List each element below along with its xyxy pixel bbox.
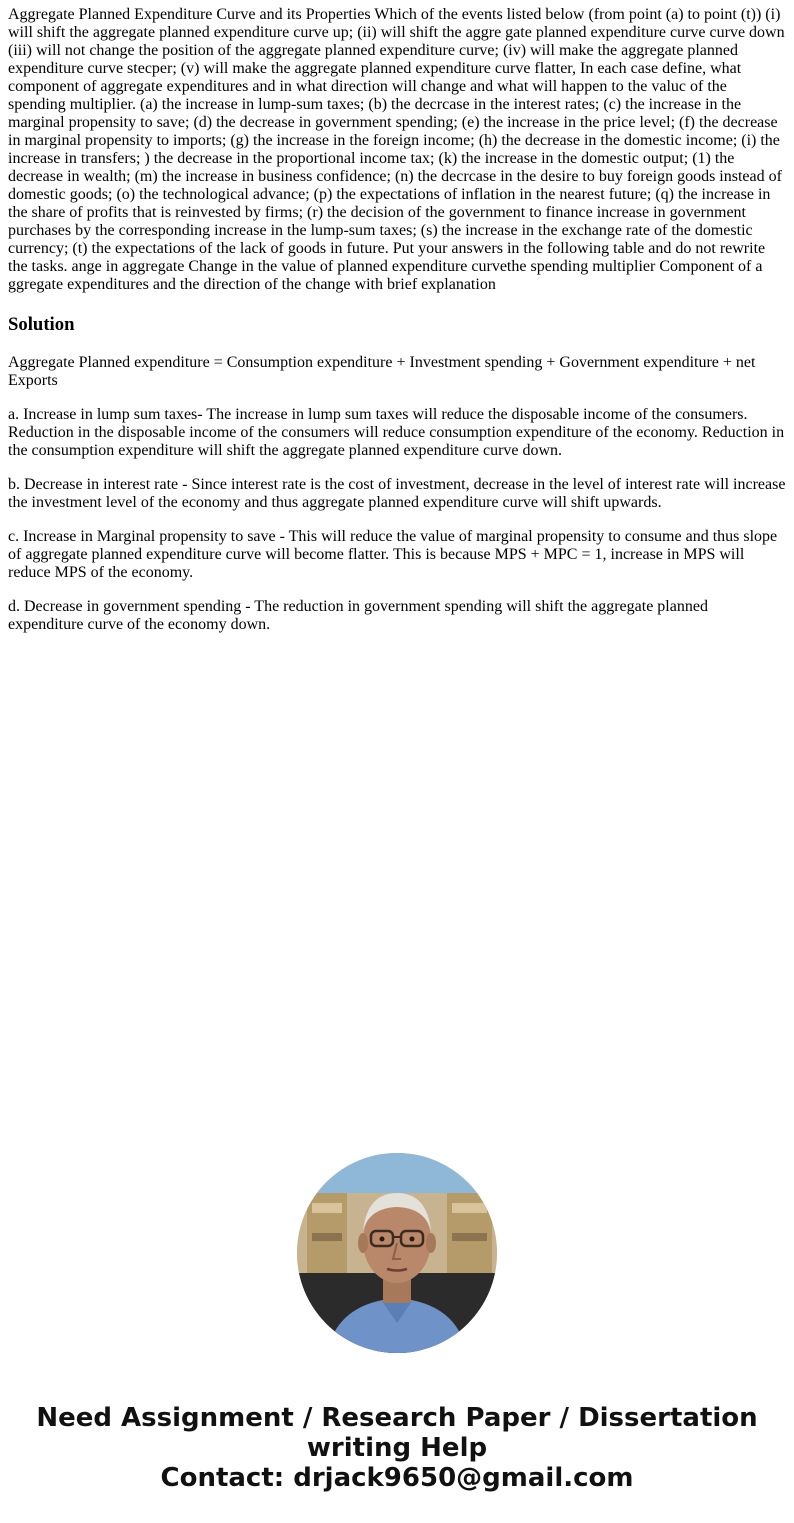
question-text: Aggregate Planned Expenditure Curve and its Properties Which of the events listed below (from point (a) to point (t)) (i) will shift the aggregate planned expenditure curve up; (ii) will shift the aggre gate planned expenditure curve curve down (iii) will not change the position of the aggregate planned expenditure curve; (iv) will make the aggregate planned expenditure curve stecper; (v) will make the aggregate planned expenditure curve flatter, In each case define, what component of aggregate expenditures and in what direction will change and what will happen to the valuc of the spending multiplier. (a) the increase in lump-sum taxes; (b) the decrcase in the interest rates; (c) the increase in the marginal propensity to save; (d) the decrease in government spending; (e) the increase in the price level; (f) the decrease in marginal propensity to imports; (g) the increase in the foreign income; (h) the decrease in the domestic income; (i) the increase in transfers; ) the decrease in the proportional income tax; (k) the increase in the domestic output; (1) the decrease in wealth; (m) the increase in business confidence; (n) the decrcase in the desire to buy foreign goods instead of domestic goods; (o) the technological advance; (p) the expectations of inflation in the nearest future; (q) the increase in the share of profits that is reinvested by firms; (r) the decision of the government to finance increase in government purchases by the corresponding increase in the lump-sum taxes; (s) the increase in the exchange rate of the domestic currency; (t) the expectations of the lack of goods in future. Put your answers in the following table and do not rewrite the tasks. ange in aggregate Change in the value of planned expenditure curvethe spending multiplier Component of a ggregate expenditures and the direction of the change with brief explanation [8,6,785,293]
footer-contact-email: Contact: drjack9650@gmail.com [160,1463,634,1493]
author-avatar [297,1153,497,1353]
author-portrait-image [297,1153,497,1353]
solution-paragraph-b: b. Decrease in interest rate - Since interest rate is the cost of investment, decrease in the level of interest rate will increase the investment level of the economy and thus aggregate planned expenditure curve will shift upwards. [8,476,786,511]
footer-line-assignment-help: Need Assignment / Research Paper / Dissertation [36,1403,758,1433]
solution-paragraph-a: a. Increase in lump sum taxes- The increase in lump sum taxes will reduce the disposable income of the consumers. Reduction in the disposable income of the consumers will reduce consumption expenditure of the economy. Reduction in the consumption expenditure will shift the aggregate planned expenditure curve down. [8,406,785,459]
solution-paragraph-formula: Aggregate Planned expenditure = Consumption expenditure + Investment spending + Government expenditure + net Exports [8,354,756,389]
main-content [8,6,786,650]
footer-contact-banner [0,1403,794,1493]
solution-heading: Solution [8,314,75,335]
footer-line-writing-help: writing Help [306,1433,488,1463]
solution-paragraph-d: d. Decrease in government spending - The reduction in government spending will shift the aggregate planned expenditure curve of the economy down. [8,598,708,633]
solution-paragraph-c: c. Increase in Marginal propensity to save - This will reduce the value of marginal propensity to consume and thus slope of aggregate planned expenditure curve will become flatter. This is because MPS + MPC = 1, increase in MPS will reduce MPS of the economy. [8,528,778,581]
